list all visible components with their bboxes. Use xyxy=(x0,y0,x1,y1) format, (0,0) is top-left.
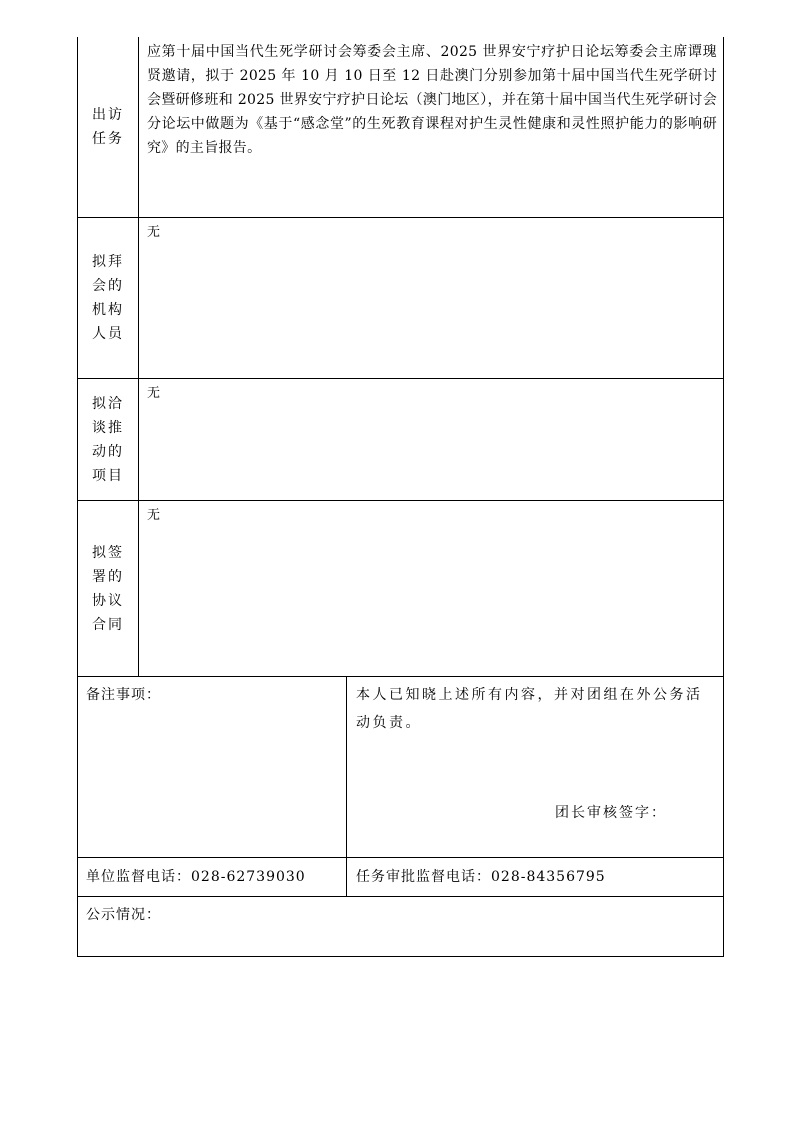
agreements-label: 拟签署的协议合同 xyxy=(92,544,124,633)
visit-persons-label: 拟拜会的机构人员 xyxy=(92,254,124,342)
unit-supervision-phone: 单位监督电话：028-62739030 xyxy=(86,869,306,885)
visit-persons-content-cell xyxy=(139,218,724,379)
task-approval-phone: 任务审批监督电话：028-84356795 xyxy=(356,869,606,885)
acknowledgement-cell xyxy=(347,677,724,858)
agreements-content-cell xyxy=(139,501,724,677)
task-content-cell xyxy=(139,37,724,218)
publicity-cell xyxy=(77,897,724,957)
agreements-label-cell xyxy=(77,501,139,677)
projects-label: 拟洽谈推动的项目 xyxy=(92,395,124,484)
task-description: 应第十届中国当代生死学研讨会筹委会主席、2025 世界安宁疗护日论坛筹委会主席谭瑰贤邀请，拟于 2025 年 10 月 10 日至 12 日赴澳门分别参加第十届中国当代生死学研讨会暨研修班和 2025 世界安宁疗护日论坛（澳门地区），并在第十届中国当代生死学研讨会分论坛中做题为《基于“感念堂”的生死教育课程对护生灵性健康和灵性照护能力的影响研究》的主旨报告。 xyxy=(147,44,717,156)
projects-content-cell xyxy=(139,379,724,501)
visit-persons-value: 无 xyxy=(147,225,161,240)
publicity-label: 公示情况： xyxy=(86,907,161,923)
team-leader-signature-label: 团长审核签字： xyxy=(555,805,667,821)
application-form-table xyxy=(77,37,724,957)
visit-persons-label-cell xyxy=(77,218,139,379)
task-label: 出访任务 xyxy=(92,107,124,147)
agreements-value: 无 xyxy=(147,508,161,523)
projects-value: 无 xyxy=(147,386,161,401)
remarks-cell xyxy=(77,677,347,858)
acknowledgement-text: 本人已知晓上述所有内容，并对团组在外公务活动负责。 xyxy=(356,687,703,731)
remarks-label: 备注事项： xyxy=(86,687,161,703)
task-label-cell xyxy=(77,37,139,218)
unit-supervision-phone-cell xyxy=(77,858,347,897)
task-approval-phone-cell xyxy=(347,858,724,897)
projects-label-cell xyxy=(77,379,139,501)
